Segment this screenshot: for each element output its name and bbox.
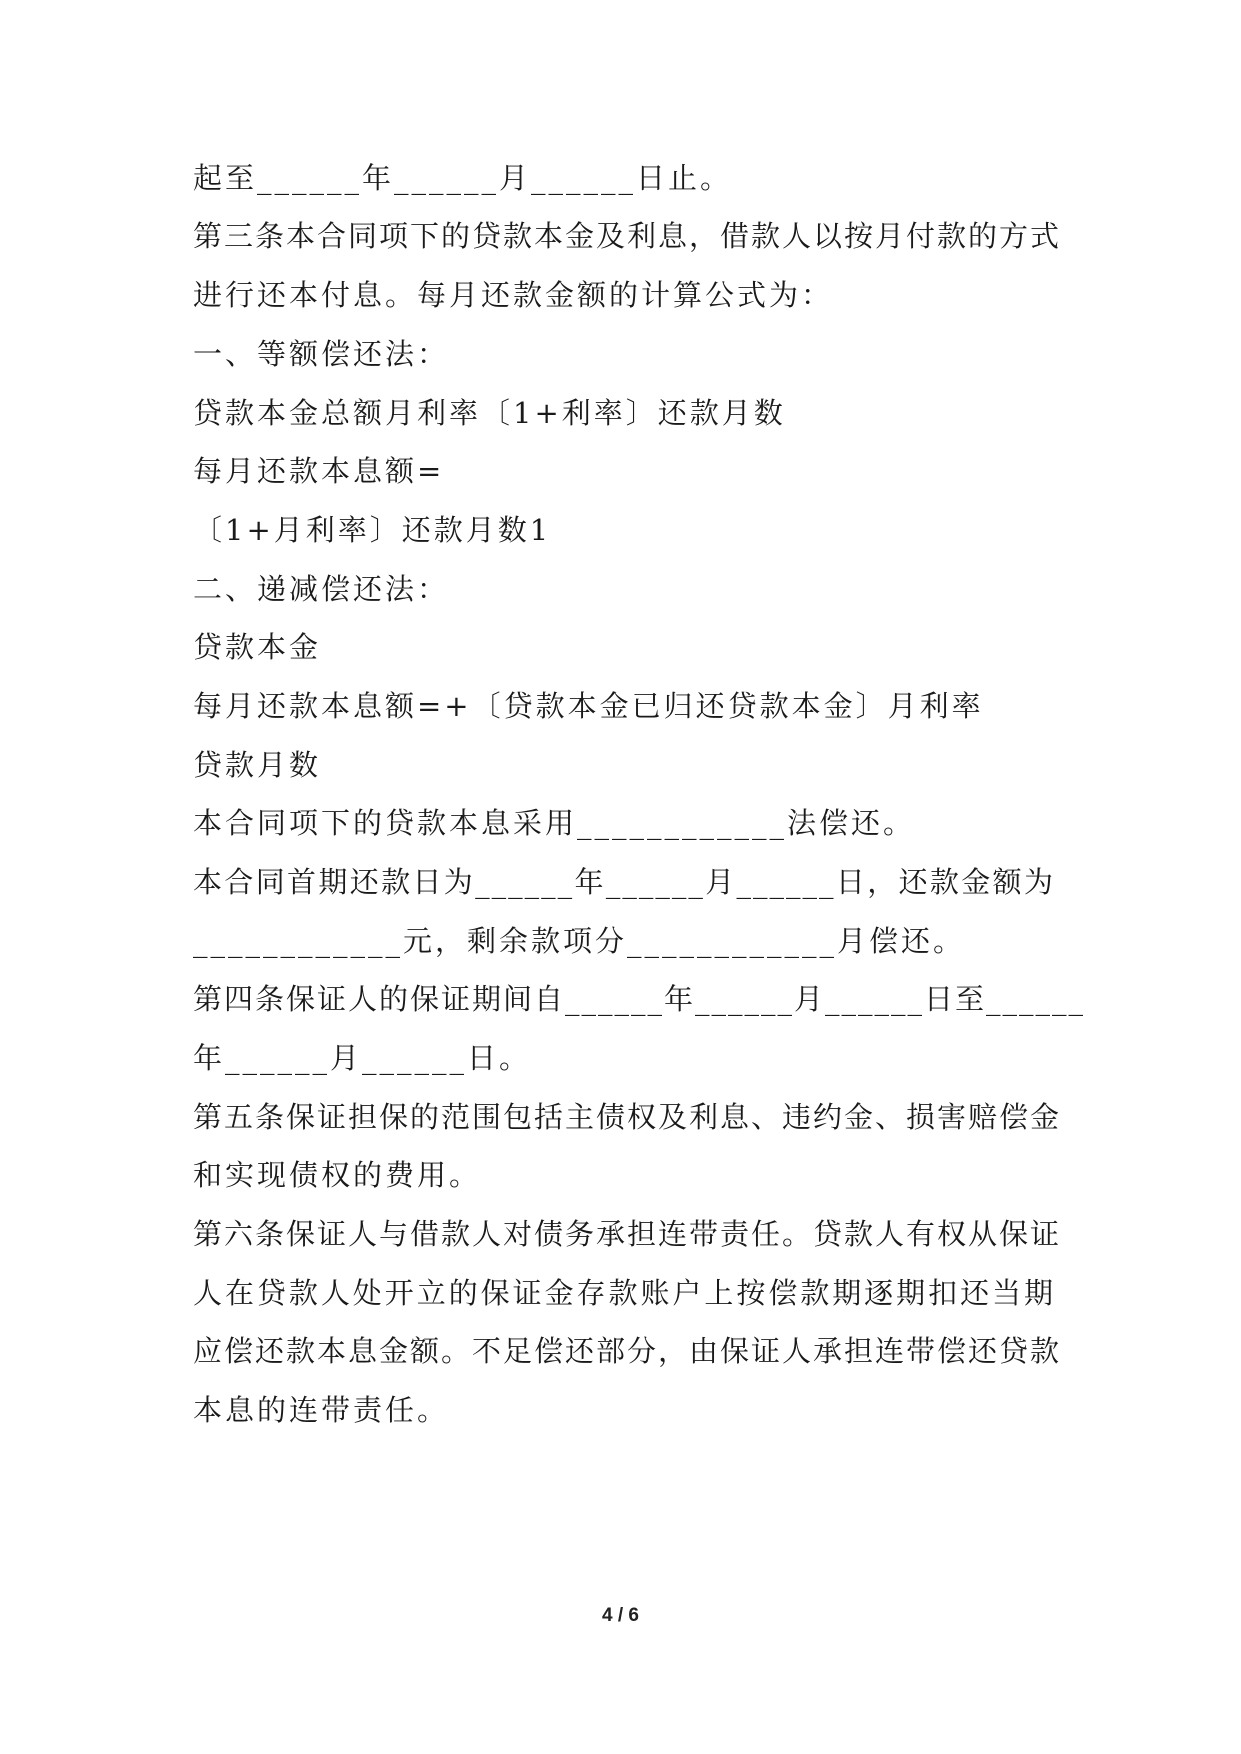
clause-line: 本息的连带责任。 (193, 1393, 450, 1427)
clause-line: 第三条本合同项下的贷款本金及利息，借款人以按月付款的方式 (193, 219, 1062, 253)
formula-line: 每月还款本息额= (193, 454, 445, 488)
clause-line: 应偿还款本息金额。不足偿还部分，由保证人承担连带偿还贷款 (193, 1334, 1062, 1368)
clause-line: 一、等额偿还法： (193, 337, 450, 371)
clause-line: 第五条保证担保的范围包括主债权及利息、违约金、损害赔偿金 (193, 1100, 1062, 1134)
page-number: 4 / 6 (602, 1605, 639, 1626)
clause-line: 第四条保证人的保证期间自______年______月______日至______ (193, 982, 1086, 1016)
clause-line: 本合同项下的贷款本息采用____________法偿还。 (193, 806, 916, 840)
formula-line: 贷款本金总额月利率〔1+利率〕还款月数 (193, 396, 786, 430)
clause-line: 人在贷款人处开立的保证金存款账户上按偿款期逐期扣还当期 (193, 1276, 1055, 1310)
clause-line: 和实现债权的费用。 (193, 1158, 482, 1192)
clause-line: 年______月______日。 (193, 1041, 532, 1075)
clause-line: 本合同首期还款日为______年______月______日，还款金额为 (193, 865, 1055, 899)
clause-line: 进行还本付息。每月还款金额的计算公式为： (193, 278, 834, 312)
formula-line: 贷款月数 (193, 748, 322, 782)
clause-line: 起至______年______月______日止。 (193, 161, 733, 195)
formula-line: 每月还款本息额=+〔贷款本金已归还贷款本金〕月利率 (193, 689, 984, 723)
formula-line: 贷款本金 (193, 630, 322, 664)
formula-line: 〔1+月利率〕还款月数1 (193, 513, 552, 547)
clause-line: 二、递减偿还法： (193, 572, 450, 606)
clause-line: ____________元，剩余款项分____________月偿还。 (193, 924, 966, 958)
clause-line: 第六条保证人与借款人对债务承担连带责任。贷款人有权从保证 (193, 1217, 1062, 1251)
